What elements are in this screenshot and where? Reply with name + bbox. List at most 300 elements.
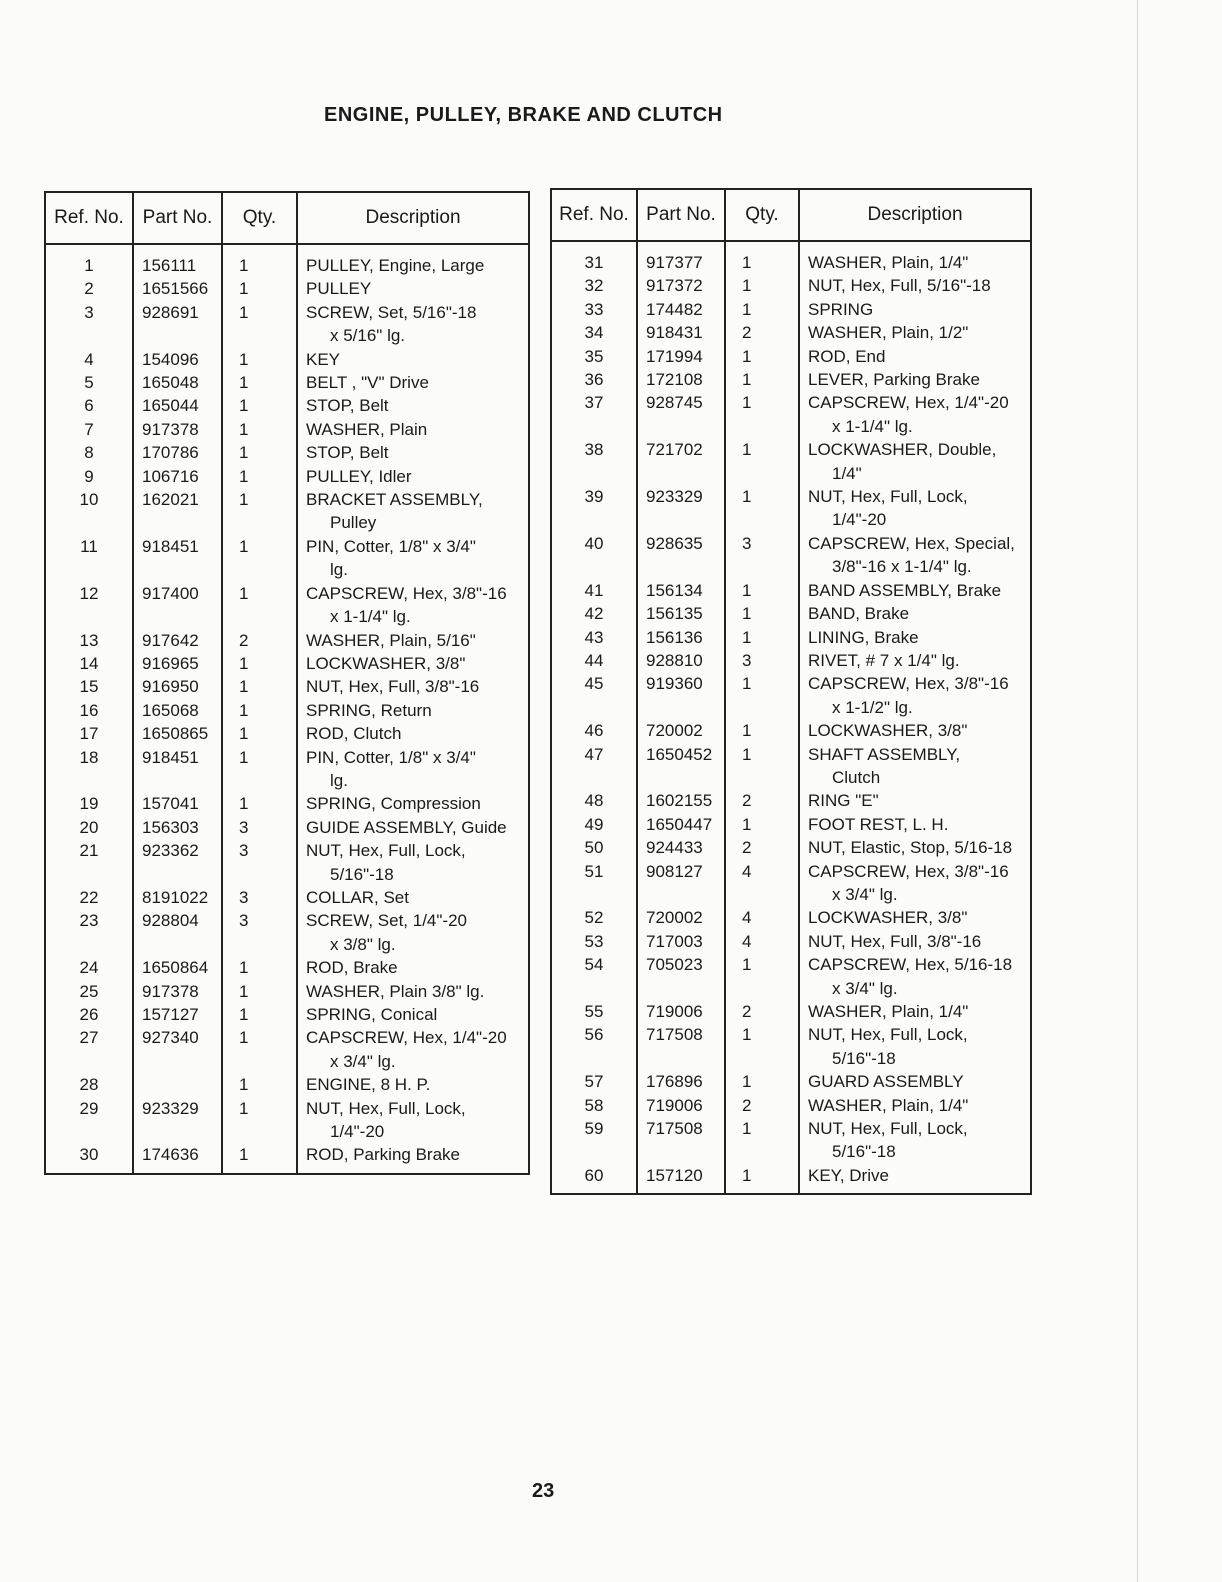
description-line: lg. (330, 770, 348, 790)
part-no-cell: 1650865 (133, 722, 222, 745)
page-number: 23 (532, 1480, 555, 1502)
part-no-cell: 928635 (637, 532, 725, 579)
ref-no-cell: 17 (79, 724, 99, 744)
qty-cell: 3 (222, 839, 297, 886)
part-no-cell: 919360 (637, 672, 725, 719)
description-cell (799, 368, 1031, 391)
ref-no-cell: 6 (84, 396, 94, 416)
description-cell (297, 441, 529, 464)
part-no-cell: 916965 (133, 652, 222, 675)
ref-no-cell: 16 (79, 700, 99, 720)
description-cell (799, 813, 1031, 836)
ref-no-cell: 41 (584, 580, 604, 600)
table-row (551, 860, 1031, 907)
description-line: CAPSCREW, Hex, 3/8"-16 (808, 861, 1009, 881)
part-no-cell: 172108 (637, 368, 725, 391)
part-no-cell: 720002 (637, 906, 725, 929)
description-line: ROD, End (808, 346, 886, 366)
description-cell (297, 301, 529, 348)
description-line: BELT , "V" Drive (306, 373, 429, 393)
table-row (45, 746, 529, 793)
table-row (551, 906, 1031, 929)
description-line: LOCKWASHER, 3/8" (808, 721, 968, 741)
ref-no-cell: 12 (79, 583, 99, 603)
description-cell (297, 348, 529, 371)
description-line: PULLEY, Engine, Large (306, 256, 485, 275)
qty-cell: 1 (222, 722, 297, 745)
part-no-cell: 8191022 (133, 886, 222, 909)
ref-no-cell: 30 (79, 1145, 99, 1165)
description-cell (297, 652, 529, 675)
description-line: lg. (330, 560, 348, 580)
part-no-cell: 1651566 (133, 277, 222, 300)
part-no-cell: 928810 (637, 649, 725, 672)
table-row (45, 909, 529, 956)
description-cell (297, 816, 529, 839)
part-no-cell: 705023 (637, 953, 725, 1000)
description-line: NUT, Hex, Full, 5/16"-18 (808, 276, 991, 296)
part-no-cell: 165044 (133, 394, 222, 417)
table-row (551, 602, 1031, 625)
part-no-cell: 719006 (637, 1094, 725, 1117)
description-line: x 1-1/4" lg. (330, 607, 411, 627)
ref-no-cell: 32 (584, 276, 604, 296)
description-cell (799, 1070, 1031, 1093)
part-no-cell: 157041 (133, 792, 222, 815)
table-row (551, 298, 1031, 321)
ref-no-cell: 51 (584, 861, 604, 881)
page-edge-line (1137, 0, 1138, 1582)
qty-cell: 1 (725, 274, 799, 297)
ref-no-cell: 52 (584, 908, 604, 928)
description-cell (297, 956, 529, 979)
part-no-cell: 917400 (133, 582, 222, 629)
description-line: BAND, Brake (808, 604, 910, 624)
ref-no-cell: 8 (84, 443, 94, 463)
part-no-cell: 156136 (637, 626, 725, 649)
description-line: GUARD ASSEMBLY (808, 1072, 964, 1092)
description-cell (799, 274, 1031, 297)
column-header-ref-no: Ref. No. (551, 189, 637, 241)
table-row (551, 532, 1031, 579)
qty-cell: 3 (222, 909, 297, 956)
part-no-cell: 717508 (637, 1117, 725, 1164)
table-row (551, 1023, 1031, 1070)
qty-cell: 1 (725, 241, 799, 274)
qty-cell: 1 (222, 1143, 297, 1173)
table-row (551, 1070, 1031, 1093)
table-row (551, 626, 1031, 649)
description-line: CAPSCREW, Hex, 3/8"-16 (306, 583, 507, 603)
qty-cell: 1 (222, 582, 297, 629)
part-no-cell: 908127 (637, 860, 725, 907)
qty-cell: 1 (725, 602, 799, 625)
description-cell (297, 1143, 529, 1173)
table-row (45, 418, 529, 441)
qty-cell: 1 (222, 348, 297, 371)
table-row (551, 1117, 1031, 1164)
part-no-cell: 928691 (133, 301, 222, 348)
ref-no-cell: 39 (584, 487, 604, 507)
description-line: CAPSCREW, Hex, 5/16-18 (808, 955, 1013, 975)
ref-no-cell: 18 (79, 747, 99, 767)
table-row (45, 301, 529, 348)
table-row (45, 1097, 529, 1144)
description-line: Pulley (330, 513, 377, 533)
part-no-cell: 717003 (637, 930, 725, 953)
table-row (551, 274, 1031, 297)
part-no-cell: 1602155 (637, 789, 725, 812)
ref-no-cell: 19 (79, 794, 99, 814)
ref-no-cell: 9 (84, 466, 94, 486)
table-row (551, 672, 1031, 719)
description-line: LINING, Brake (808, 627, 919, 647)
description-cell (799, 1094, 1031, 1117)
description-line: RING "E" (808, 791, 879, 811)
part-no-cell: 719006 (637, 1000, 725, 1023)
description-line: Clutch (832, 767, 881, 787)
part-no-cell: 923329 (133, 1097, 222, 1144)
table-row (551, 438, 1031, 485)
description-line: 3/8"-16 x 1-1/4" lg. (832, 557, 972, 577)
part-no-cell: 916950 (133, 675, 222, 698)
qty-cell: 1 (725, 626, 799, 649)
description-line: NUT, Hex, Full, 3/8"-16 (808, 931, 982, 951)
table-row (45, 371, 529, 394)
description-line: 1/4"-20 (832, 510, 887, 530)
description-line: 5/16"-18 (330, 864, 394, 884)
description-line: ENGINE, 8 H. P. (306, 1075, 431, 1095)
ref-no-cell: 56 (584, 1025, 604, 1045)
description-line: x 1-1/2" lg. (832, 697, 913, 717)
description-line: STOP, Belt (306, 396, 389, 416)
description-line: SPRING, Conical (306, 1005, 438, 1024)
description-line: 1/4"-20 (330, 1122, 385, 1142)
description-cell (297, 465, 529, 488)
description-cell (799, 789, 1031, 812)
part-no-cell: 720002 (637, 719, 725, 742)
qty-cell: 1 (222, 277, 297, 300)
ref-no-cell: 50 (584, 838, 604, 858)
description-cell (297, 1003, 529, 1026)
part-no-cell: 928745 (637, 391, 725, 438)
part-no-cell: 156303 (133, 816, 222, 839)
column-header-description: Description (799, 189, 1031, 241)
ref-no-cell: 1 (84, 256, 94, 275)
table-row (45, 582, 529, 629)
description-cell (799, 743, 1031, 790)
description-line: NUT, Hex, Full, Lock, (306, 841, 466, 861)
ref-no-cell: 60 (584, 1165, 604, 1185)
part-no-cell: 176896 (637, 1070, 725, 1093)
parts-table-left (44, 191, 530, 1175)
qty-cell: 3 (725, 649, 799, 672)
qty-cell: 1 (725, 298, 799, 321)
ref-no-cell: 42 (584, 604, 604, 624)
description-line: WASHER, Plain (306, 419, 428, 439)
table-row (551, 649, 1031, 672)
table-row (551, 1094, 1031, 1117)
qty-cell: 1 (222, 980, 297, 1003)
table-row (551, 719, 1031, 742)
description-cell (799, 298, 1031, 321)
part-no-cell: 154096 (133, 348, 222, 371)
qty-cell: 2 (725, 836, 799, 859)
table-row (45, 535, 529, 582)
description-line: PIN, Cotter, 1/8" x 3/4" (306, 747, 476, 767)
description-cell (297, 675, 529, 698)
description-line: SPRING, Return (306, 700, 432, 720)
table-row (45, 465, 529, 488)
table-row (551, 368, 1031, 391)
description-cell (799, 485, 1031, 532)
ref-no-cell: 34 (584, 323, 604, 343)
qty-cell: 2 (725, 789, 799, 812)
column-header-part-no: Part No. (637, 189, 725, 241)
part-no-cell: 917378 (133, 980, 222, 1003)
part-no-cell: 1650452 (637, 743, 725, 790)
qty-cell: 1 (222, 792, 297, 815)
description-cell (297, 839, 529, 886)
table-row (551, 1164, 1031, 1194)
qty-cell: 1 (222, 465, 297, 488)
table-row (45, 839, 529, 886)
ref-no-cell: 4 (84, 349, 94, 369)
description-line: NUT, Hex, Full, Lock, (808, 1119, 968, 1139)
description-line: x 1-1/4" lg. (832, 416, 913, 436)
ref-no-cell: 26 (79, 1005, 99, 1024)
qty-cell: 1 (725, 368, 799, 391)
table-row (45, 886, 529, 909)
ref-no-cell: 40 (584, 533, 604, 553)
ref-no-cell: 53 (584, 931, 604, 951)
description-line: WASHER, Plain, 5/16" (306, 630, 476, 650)
ref-no-cell: 3 (84, 302, 94, 322)
part-no-cell: 174482 (637, 298, 725, 321)
qty-cell: 2 (222, 629, 297, 652)
table-row (45, 980, 529, 1003)
page-title: ENGINE, PULLEY, BRAKE AND CLUTCH (324, 104, 723, 126)
part-no-cell: 165068 (133, 699, 222, 722)
description-line: KEY (306, 349, 341, 369)
description-cell (297, 244, 529, 277)
description-cell (799, 1117, 1031, 1164)
qty-cell: 1 (725, 579, 799, 602)
description-cell (799, 930, 1031, 953)
ref-no-cell: 28 (79, 1075, 99, 1095)
qty-cell: 1 (222, 1003, 297, 1026)
qty-cell: 1 (725, 391, 799, 438)
description-line: NUT, Hex, Full, Lock, (808, 1025, 968, 1045)
description-line: COLLAR, Set (306, 887, 409, 907)
description-line: GUIDE ASSEMBLY, Guide (306, 817, 507, 837)
ref-no-cell: 55 (584, 1002, 604, 1021)
part-no-cell: 924433 (637, 836, 725, 859)
part-no-cell: 162021 (133, 488, 222, 535)
qty-cell: 1 (725, 672, 799, 719)
description-cell (297, 371, 529, 394)
ref-no-cell: 58 (584, 1095, 604, 1115)
table-row (551, 321, 1031, 344)
description-cell (799, 241, 1031, 274)
table-row (45, 652, 529, 675)
description-cell (297, 746, 529, 793)
description-line: SPRING, Compression (306, 794, 481, 814)
description-line: 1/4" (832, 463, 862, 483)
description-line: WASHER, Plain, 1/4" (808, 1002, 969, 1021)
ref-no-cell: 49 (584, 814, 604, 834)
part-no-cell: 918431 (637, 321, 725, 344)
description-line: SPRING (808, 299, 874, 319)
part-no-cell: 927340 (133, 1026, 222, 1073)
part-no-cell: 923362 (133, 839, 222, 886)
ref-no-cell: 13 (79, 630, 99, 650)
description-cell (799, 391, 1031, 438)
description-line: x 3/4" lg. (832, 978, 898, 998)
part-no-cell: 917378 (133, 418, 222, 441)
qty-cell: 2 (725, 321, 799, 344)
table-row (45, 1143, 529, 1173)
description-line: LEVER, Parking Brake (808, 370, 980, 390)
table-row (45, 792, 529, 815)
parts-table-right (550, 188, 1032, 1195)
ref-no-cell: 46 (584, 721, 604, 741)
table-row (551, 743, 1031, 790)
qty-cell: 1 (222, 441, 297, 464)
ref-no-cell: 5 (84, 373, 94, 393)
description-line: x 5/16" lg. (330, 326, 406, 346)
ref-no-cell: 43 (584, 627, 604, 647)
description-line: CAPSCREW, Hex, 1/4"-20 (306, 1028, 507, 1048)
description-line: SHAFT ASSEMBLY, (808, 744, 961, 764)
description-cell (799, 860, 1031, 907)
qty-cell: 4 (725, 930, 799, 953)
table-row (45, 441, 529, 464)
table-row (45, 277, 529, 300)
part-no-cell: 721702 (637, 438, 725, 485)
part-no-cell: 174636 (133, 1143, 222, 1173)
part-no-cell: 106716 (133, 465, 222, 488)
ref-no-cell: 20 (79, 817, 99, 837)
description-line: PULLEY (306, 279, 372, 299)
description-cell (297, 722, 529, 745)
qty-cell: 1 (222, 1097, 297, 1144)
description-line: RIVET, # 7 x 1/4" lg. (808, 650, 960, 670)
description-cell (297, 886, 529, 909)
description-line: BRACKET ASSEMBLY, (306, 490, 483, 510)
qty-cell: 1 (222, 488, 297, 535)
description-line: CAPSCREW, Hex, Special, (808, 533, 1015, 553)
description-line: PULLEY, Idler (306, 466, 412, 486)
description-cell (297, 488, 529, 535)
description-cell (297, 582, 529, 629)
description-cell (799, 906, 1031, 929)
qty-cell: 3 (725, 532, 799, 579)
ref-no-cell: 29 (79, 1098, 99, 1118)
part-no-cell: 923329 (637, 485, 725, 532)
description-line: CAPSCREW, Hex, 3/8"-16 (808, 674, 1009, 694)
description-cell (799, 953, 1031, 1000)
description-cell (799, 1164, 1031, 1194)
description-cell (297, 418, 529, 441)
qty-cell: 1 (725, 1117, 799, 1164)
part-no-cell: 717508 (637, 1023, 725, 1070)
qty-cell: 1 (222, 244, 297, 277)
description-line: NUT, Hex, Full, 3/8"-16 (306, 677, 480, 697)
qty-cell: 1 (725, 1070, 799, 1093)
ref-no-cell: 57 (584, 1072, 604, 1092)
part-no-cell: 917372 (637, 274, 725, 297)
ref-no-cell: 22 (79, 887, 99, 907)
ref-no-cell: 21 (79, 841, 99, 861)
description-line: x 3/4" lg. (330, 1051, 396, 1071)
table-row (551, 485, 1031, 532)
description-cell (297, 1026, 529, 1073)
ref-no-cell: 59 (584, 1119, 604, 1139)
part-no-cell: 917377 (637, 241, 725, 274)
qty-cell: 1 (222, 746, 297, 793)
table-row (45, 1026, 529, 1073)
table-row (45, 394, 529, 417)
description-cell (297, 394, 529, 417)
description-cell (799, 345, 1031, 368)
part-no-cell: 171994 (637, 345, 725, 368)
description-line: WASHER, Plain, 1/4" (808, 253, 969, 272)
table-row (45, 816, 529, 839)
part-no-cell: 156135 (637, 602, 725, 625)
table-row (45, 675, 529, 698)
ref-no-cell: 10 (79, 490, 99, 510)
ref-no-cell: 37 (584, 393, 604, 413)
part-no-cell: 1650864 (133, 956, 222, 979)
description-cell (799, 532, 1031, 579)
qty-cell: 1 (222, 418, 297, 441)
qty-cell: 2 (725, 1000, 799, 1023)
part-no-cell: 157120 (637, 1164, 725, 1194)
description-line: STOP, Belt (306, 443, 389, 463)
table-row (551, 930, 1031, 953)
description-cell (799, 626, 1031, 649)
table-row (551, 789, 1031, 812)
table-row (45, 488, 529, 535)
table-row (45, 1003, 529, 1026)
qty-cell: 1 (725, 953, 799, 1000)
ref-no-cell: 35 (584, 346, 604, 366)
qty-cell: 1 (222, 675, 297, 698)
ref-no-cell: 25 (79, 981, 99, 1001)
ref-no-cell: 27 (79, 1028, 99, 1048)
qty-cell: 1 (725, 813, 799, 836)
ref-no-cell: 48 (584, 791, 604, 811)
part-no-cell (133, 1073, 222, 1096)
part-no-cell: 918451 (133, 746, 222, 793)
ref-no-cell: 24 (79, 958, 99, 978)
description-cell (799, 672, 1031, 719)
part-no-cell: 1650447 (637, 813, 725, 836)
qty-cell: 1 (222, 1073, 297, 1096)
ref-no-cell: 36 (584, 370, 604, 390)
description-cell (799, 579, 1031, 602)
description-line: x 3/8" lg. (330, 934, 396, 954)
ref-no-cell: 23 (79, 911, 99, 931)
description-cell (297, 699, 529, 722)
description-line: NUT, Hex, Full, Lock, (808, 487, 968, 507)
ref-no-cell: 33 (584, 299, 604, 319)
description-cell (799, 836, 1031, 859)
table-row (551, 345, 1031, 368)
description-line: BAND ASSEMBLY, Brake (808, 580, 1002, 600)
qty-cell: 3 (222, 886, 297, 909)
